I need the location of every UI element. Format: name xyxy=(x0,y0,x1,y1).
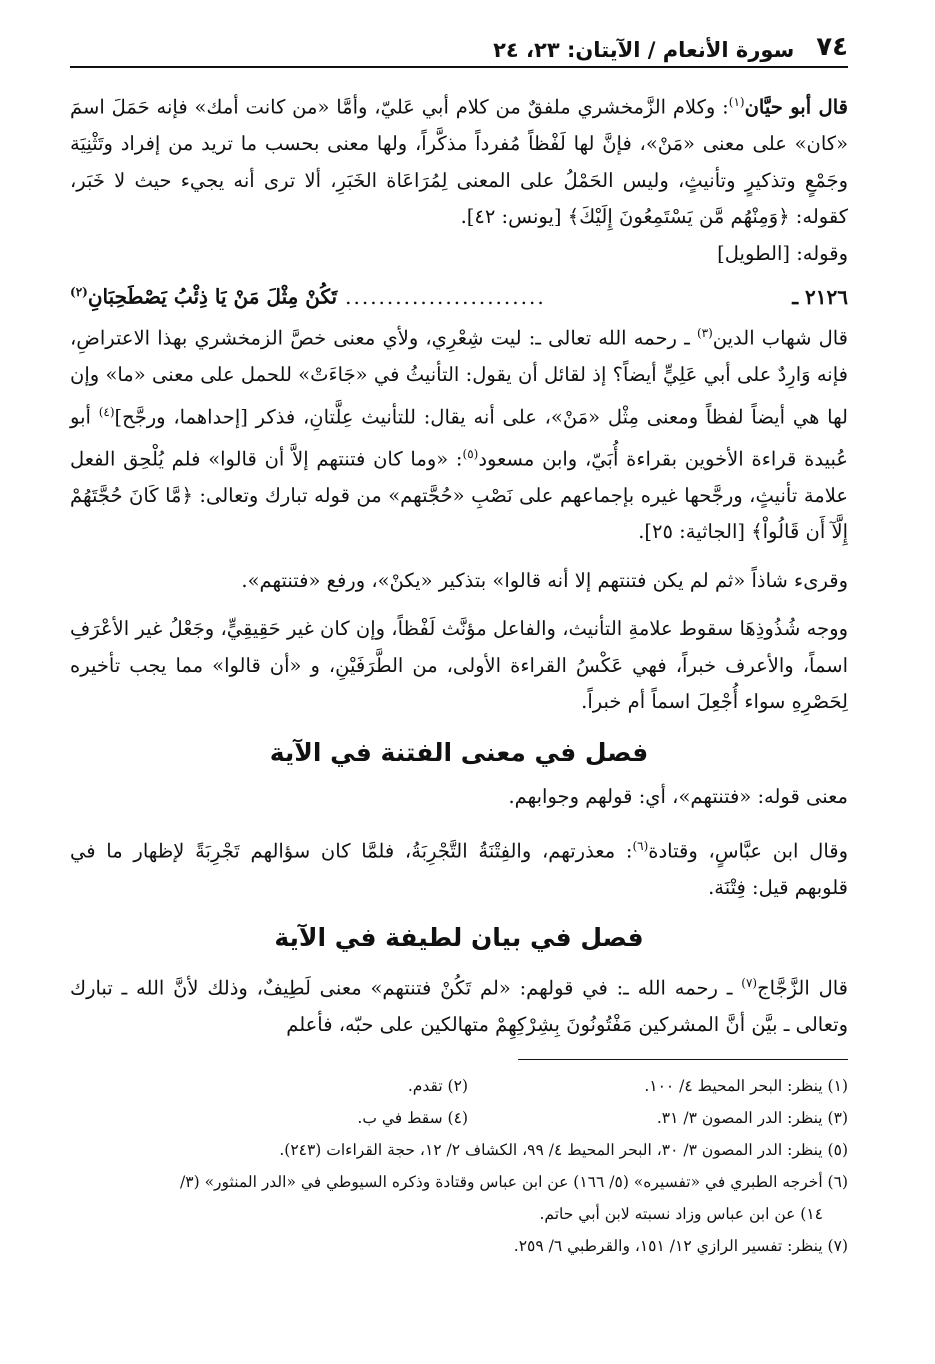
footnote-item: (٣) ينظر: الدر المصون ٣/ ٣١. xyxy=(656,1109,848,1128)
page-number: ٧٤ xyxy=(816,32,848,62)
footnote-item: (٢) تقدم. xyxy=(407,1077,468,1096)
footnote-row xyxy=(70,1070,848,1102)
page-header xyxy=(70,28,848,68)
verse-number: ٢١٢٦ ـ xyxy=(792,284,848,309)
footnote-item: (٤) سقط في ب. xyxy=(357,1109,468,1128)
paragraph-text: قال الزَّجَّاج xyxy=(757,976,848,1000)
footnote-ref[interactable]: (٧) xyxy=(741,975,758,990)
footnote-ref[interactable]: (٥) xyxy=(462,446,479,461)
paragraph-text: ـ رحمه الله ـ: في قولهم: «لم تَكُنْ فتنتهم» معنى لَطِيفٌ، وذلك لأنَّ الله ـ تبارك وتعالى ـ بيَّن أنَّ المشركين مَفْتُونُونَ بِشِرْكِهِمْ متهالكين على حبّه، فأعلم xyxy=(70,976,848,1036)
paragraph: وقوله: [الطويل] xyxy=(717,241,848,265)
verse-dots: ........................ xyxy=(345,284,546,309)
paragraph: معنى قوله: «فتنتهم»، أي: قولهم وجوابهم. xyxy=(508,785,848,809)
footnote-row xyxy=(70,1102,848,1134)
verse-text: تَكُنْ مِثْلَ مَنْ يَا ذِئْبُ يَصْطَحِبَانِ xyxy=(87,284,338,309)
footnote-item: (٦) أخرجه الطبري في «تفسيره» (٥/ ١٦٦) عن ابن عباس وقتادة وذكره السيوطي في «الدر المنثور» (٣/ xyxy=(180,1173,848,1192)
poetry-verse xyxy=(70,274,848,315)
footnotes xyxy=(70,1070,848,1262)
paragraph xyxy=(70,965,848,1044)
paragraph-text: وقال ابن عبَّاسٍ، وقتادة xyxy=(648,839,848,863)
footnote-ref[interactable]: (١) xyxy=(728,95,745,109)
paragraph-text: ـ رحمه الله تعالى ـ: ليت شِعْرِي، ولأي معنى خصَّ الزمخشري بهذا الاعتراضِ، فإنه وَارِدٌ على أبي عَلِيٍّ أيضاً؟ إذ لقائل أن يقول: التأنيثُ في «جَاءَتْ» للحمل على معنى «ما» وإن لها هي أيضاً لفظاً ومعنى مِثْل «مَنْ»، على أنه يقال: للتأنيث عِلَّتانِ، فذكر [إحداهما، ورجَّح] xyxy=(70,326,848,429)
footnote-divider xyxy=(518,1059,848,1060)
book-page xyxy=(70,28,848,1262)
footnote-item: (٥) ينظر: الدر المصون ٣/ ٣٠، البحر المحيط ٤/ ٩٩، الكشاف ٢/ ١٢، حجة القراءات (٢٤٣). xyxy=(279,1141,848,1160)
footnote-ref[interactable]: (٣) xyxy=(696,326,713,341)
paragraph xyxy=(70,315,848,551)
paragraph xyxy=(70,828,848,907)
paragraph-text: قال شهاب الدين xyxy=(712,326,848,350)
footnote-ref[interactable]: (٢) xyxy=(70,285,88,299)
paragraph-text: : وكلام الزَّمخشري ملفقٌ من كلام أبي عَليّ، وأمَّا «من كانت أمك» فإنه حَمَلَ اسمَ «كان» على معنى «مَنْ»، فإنَّ لها لَفْظاً مُفرداً مذكَّراً، ولها معنى بحسب ما تريد من إفراد وتَثْنِيَة وجَمْعٍ وتذكيرٍ وتأنيثٍ، وليس الحَمْلُ على المعنى لِمُرَاعَاة الخَبَرِ، ألا ترى أنه يجيء حيث لا خَبَر، كقوله: ﴿وَمِنْهُم مَّن يَسْتَمِعُونَ إِلَيْكَ﴾ [يونس: ٤٢]. xyxy=(70,95,848,228)
paragraph: ووجه شُذُوذِهَا سقوط علامةِ التأنيث، والفاعل مؤنَّث لَفْظاً، وإن كان غير حَقِيقِيٍّ، وجَعْلُ غير الأعْرَفِ اسماً، والأعرف خبراً، فهي عَكْسُ القراءة الأولى، من الطَّرَفَيْنِ، و «أن قالوا» مما يجب تأخيره لِحَصْرِهِ سواء أُجْعِلَ اسماً أم خبراً. xyxy=(70,617,848,714)
footnote-ref[interactable]: (٦) xyxy=(632,838,649,853)
paragraph xyxy=(70,84,848,236)
running-title: سورة الأنعام / الآيتان: ٢٣، ٢٤ xyxy=(493,38,795,62)
paragraph-text: أبو عُبيدة قراءة الأخوين بقراءة أُبَيّ، وابن مسعود xyxy=(70,405,848,471)
footnote-continuation: ١٤) عن ابن عباس وزاد نسبته لابن أبي حاتم. xyxy=(539,1205,823,1224)
footnote-ref[interactable]: (٤) xyxy=(98,404,115,419)
paragraph-text: : معذرتهم، والفِتْنَةُ التَّجْرِبَةُ، فلمَّا كان سؤالهم تَجْرِبَةً لإظهار ما في قلوبهم قيل: فِتْنَة. xyxy=(70,839,848,899)
paragraph-text: : «وما كان فتنتهم إلاَّ أن قالوا» فلم يُلْحِق الفعل علامة تأنيثٍ، ورجَّحها غيره بإجماعهم على نَصْبِ «حُجَّتهم» من قوله تبارك وتعالى: ﴿مَّا كَانَ حُجَّتَهُمْ إِلَّآ أَن قَالُواْ﴾ [الجاثية: ٢٥]. xyxy=(70,447,848,544)
footnote-item: (٧) ينظر: تفسير الرازي ١٢/ ١٥١، والقرطبي ٦/ ٢٥٩. xyxy=(513,1237,848,1256)
footnote-item: (١) ينظر: البحر المحيط ٤/ ١٠٠. xyxy=(644,1077,848,1096)
section-heading: فصل في بيان لطيفة في الآية xyxy=(274,923,644,953)
main-text xyxy=(70,84,848,1043)
speaker-name: قال أبو حيَّان xyxy=(744,95,848,119)
section-heading: فصل في معنى الفتنة في الآية xyxy=(269,737,649,767)
paragraph: وقرىء شاذاً «ثم لم يكن فتنتهم إلا أنه قالوا» بتذكير «يكنْ»، ورفع «فتنتهم». xyxy=(241,568,848,592)
